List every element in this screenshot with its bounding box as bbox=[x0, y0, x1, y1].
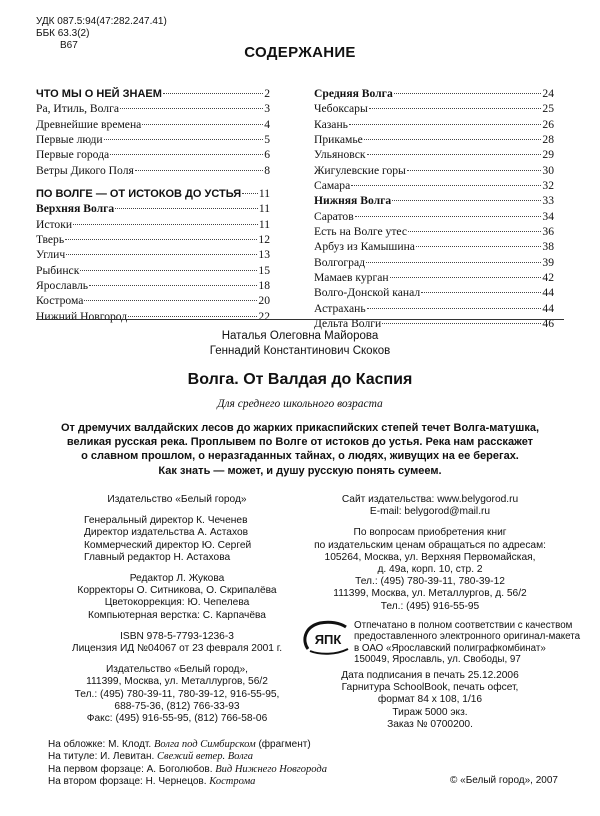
license: Лицензия ИД №04067 от 23 февраля 2001 г. bbox=[71, 643, 283, 655]
toc-right-column bbox=[314, 86, 554, 332]
publisher-name: Издательство «Белый город» bbox=[107, 494, 247, 505]
toc-entry-page: 18 bbox=[258, 279, 270, 293]
toc-leader bbox=[135, 170, 263, 171]
toc-entry-title: Истоки bbox=[36, 217, 73, 231]
book-title: Волга. От Валдая до Каспия bbox=[187, 371, 413, 388]
toc-entry-title: Тверь bbox=[36, 233, 65, 247]
author-2: Геннадий Константинович Скоков bbox=[209, 345, 391, 357]
toc-entry bbox=[36, 86, 270, 101]
toc-entry bbox=[314, 86, 554, 101]
annotation-line: великая русская река. Проплывем по Волге от истоков до устья. Река нам расскажет bbox=[66, 436, 534, 449]
printing-info bbox=[354, 620, 581, 666]
toc-leader bbox=[163, 93, 263, 94]
orders-line: По вопросам приобретения книг bbox=[353, 527, 507, 539]
annotation bbox=[60, 421, 540, 478]
toc-entry bbox=[314, 101, 554, 116]
address-line: Тел.: (495) 780-39-11, 780-39-12, 916-55-95, bbox=[74, 688, 280, 700]
toc-leader bbox=[367, 154, 542, 155]
toc-entry bbox=[36, 132, 270, 147]
page-title: СОДЕРЖАНИЕ bbox=[244, 44, 356, 61]
address-line: Факс: (495) 916-55-95, (812) 766-58-06 bbox=[86, 713, 268, 725]
tech-info bbox=[320, 670, 540, 731]
toc-entry-title: Ветры Дикого Поля bbox=[36, 163, 134, 177]
credit-line: На первом форзаце: А. Боголюбов. Вид Нижнего Новгорода bbox=[48, 763, 327, 775]
toc-entry-title: Волго-Донской канал bbox=[314, 286, 421, 300]
imprint-left bbox=[70, 494, 284, 725]
toc-entry-title: Древнейшие времена bbox=[36, 117, 142, 131]
toc-entry-page: 25 bbox=[542, 102, 554, 116]
toc-leader bbox=[80, 270, 257, 271]
toc-entry-title: Нижний Новгород bbox=[36, 309, 128, 323]
toc-entry bbox=[36, 186, 270, 201]
toc-entry-title: Арбуз из Камышина bbox=[314, 240, 415, 254]
toc-leader bbox=[65, 239, 257, 240]
annotation-line: Как знать — может, и душу русскую понять сумеем. bbox=[158, 464, 442, 477]
toc-entry bbox=[314, 209, 554, 224]
toc-entry-page: 15 bbox=[258, 263, 270, 277]
toc-entry bbox=[314, 285, 554, 300]
credit-work: Свежий ветер. Волга bbox=[157, 751, 254, 763]
toc-entry-page: 33 bbox=[542, 194, 554, 208]
staff-line: Коммерческий директор Ю. Сергей bbox=[84, 539, 252, 551]
toc-entry-page: 46 bbox=[542, 317, 554, 331]
toc-leader bbox=[84, 300, 257, 301]
orders-line: 105264, Москва, ул. Верхняя Первомайская, bbox=[324, 551, 536, 563]
toc-leader bbox=[110, 154, 263, 155]
toc-entry-title: Чебоксары bbox=[314, 102, 368, 116]
toc-entry bbox=[314, 117, 554, 132]
toc-entry-page: 22 bbox=[258, 309, 270, 323]
copyright: © «Белый город», 2007 bbox=[450, 775, 558, 786]
orders-line: д. 49а, корп. 10, стр. 2 bbox=[377, 564, 483, 576]
toc-entry-page: 11 bbox=[258, 217, 270, 231]
toc-entry-title: Мамаев курган bbox=[314, 271, 389, 285]
orders-line: 111399, Москва, ул. Металлургов, д. 56/2 bbox=[333, 588, 527, 600]
toc-leader bbox=[115, 208, 258, 209]
toc-entry-page: 8 bbox=[264, 163, 270, 177]
toc-entry bbox=[36, 232, 270, 247]
staff-line: Директор издательства А. Астахов bbox=[84, 527, 249, 539]
toc-entry bbox=[36, 263, 270, 278]
toc-leader bbox=[349, 124, 541, 125]
toc-entry-page: 26 bbox=[542, 117, 554, 131]
orders-line: по издательским ценам обращаться по адресам: bbox=[314, 539, 546, 551]
toc-entry-title: Прикамье bbox=[314, 133, 363, 147]
toc-entry-title: Ульяновск bbox=[314, 148, 366, 162]
credit-work: Волга под Симбирском bbox=[153, 739, 256, 750]
toc-entry-page: 42 bbox=[542, 271, 554, 285]
toc-leader bbox=[416, 246, 541, 247]
toc-entry-title: Саратов bbox=[314, 209, 354, 223]
toc-entry-page: 13 bbox=[258, 248, 270, 262]
toc-entry-title: Есть на Волге утес bbox=[314, 225, 407, 239]
toc-entry-page: 12 bbox=[258, 233, 270, 247]
toc-entry bbox=[314, 301, 554, 316]
credit-line: На обложке: М. Клодт. Волга под Симбирском (фрагмент) bbox=[48, 739, 311, 750]
tech-line: формат 84 x 108, 1/16 bbox=[377, 694, 483, 706]
toc-entry bbox=[36, 101, 270, 116]
editor-line: Компьютерная верстка: С. Карпачёва bbox=[88, 609, 266, 621]
publisher-site: Сайт издательства: www.belygorod.ru bbox=[341, 494, 519, 505]
toc-entry bbox=[314, 178, 554, 193]
imprint-right bbox=[308, 494, 552, 613]
credit-work: Кострома bbox=[209, 775, 256, 787]
toc-entry bbox=[36, 201, 270, 216]
toc-leader bbox=[421, 292, 541, 293]
tech-line: Тираж 5000 экз. bbox=[392, 706, 468, 718]
toc-entry-title: Казань bbox=[314, 117, 348, 131]
udk-code: УДК 087.5:94(47:282.247.41) bbox=[36, 16, 167, 27]
toc-leader bbox=[73, 224, 258, 225]
toc-entry-page: 20 bbox=[258, 294, 270, 308]
toc-leader bbox=[66, 254, 257, 255]
toc-leader bbox=[394, 93, 542, 94]
toc-entry bbox=[36, 163, 270, 178]
toc-entry bbox=[314, 270, 554, 285]
toc-entry-title: Дельта Волги bbox=[314, 317, 382, 331]
toc-leader bbox=[104, 139, 264, 140]
toc-entry bbox=[314, 193, 554, 208]
toc-entry bbox=[36, 293, 270, 308]
toc-leader bbox=[355, 216, 542, 217]
toc-entry-title: Углич bbox=[36, 248, 66, 262]
printer-logo bbox=[300, 619, 352, 659]
author-1: Наталья Олеговна Майорова bbox=[221, 330, 379, 342]
toc-entry-page: 3 bbox=[264, 102, 270, 116]
toc-leader bbox=[364, 139, 542, 140]
toc-entry-page: 29 bbox=[542, 148, 554, 162]
address-line: 688-75-36, (812) 766-33-93 bbox=[114, 700, 240, 712]
printing-line: Отпечатано в полном соответствии с качеством bbox=[354, 620, 573, 631]
toc-entry-page: 44 bbox=[542, 301, 554, 315]
toc-entry-title: Первые города bbox=[36, 148, 110, 162]
toc-entry-page: 32 bbox=[542, 179, 554, 193]
toc-entry-page: 44 bbox=[542, 286, 554, 300]
toc-leader bbox=[408, 231, 541, 232]
toc-entry bbox=[314, 132, 554, 147]
toc-entry-title: Рыбинск bbox=[36, 263, 80, 277]
toc-entry-title: Жигулевские горы bbox=[314, 163, 406, 177]
editor-line: Редактор Л. Жукова bbox=[129, 573, 225, 585]
bbk-code: ББК 63.3(2) bbox=[36, 28, 90, 39]
printing-line: 150049, Ярославль, ул. Свободы, 97 bbox=[354, 654, 521, 666]
editor-line: Цветокоррекция: Ю. Чепелева bbox=[104, 597, 250, 609]
toc-leader bbox=[128, 316, 257, 317]
credit-line: На титуле: И. Левитан. Свежий ветер. Волга bbox=[48, 751, 254, 763]
toc-entry-page: 36 bbox=[542, 225, 554, 239]
toc-leader bbox=[242, 193, 258, 194]
toc-entry bbox=[36, 217, 270, 232]
toc-entry bbox=[36, 147, 270, 162]
orders-line: Тел.: (495) 780-39-11, 780-39-12 bbox=[355, 576, 505, 588]
editor-line: Корректоры О. Ситникова, О. Скрипалёва bbox=[77, 585, 277, 597]
age-note: Для среднего школьного возраста bbox=[217, 398, 383, 410]
orders-line: Тел.: (495) 916-55-95 bbox=[380, 600, 480, 612]
toc-entry-title: Волгоград bbox=[314, 255, 366, 269]
toc-entry-page: 39 bbox=[542, 255, 554, 269]
toc-entry-title: Самара bbox=[314, 179, 351, 193]
toc-entry-title: Кострома bbox=[36, 294, 84, 308]
isbn: ISBN 978-5-7793-1236-3 bbox=[120, 630, 234, 642]
staff-line: Генеральный директор К. Чеченев bbox=[84, 515, 248, 527]
toc-entry bbox=[314, 239, 554, 254]
tech-line: Гарнитура SchoolBook, печать офсет, bbox=[341, 682, 519, 694]
toc-leader bbox=[142, 124, 263, 125]
toc-entry bbox=[36, 278, 270, 293]
toc-entry-title: Ра, Итиль, Волга bbox=[36, 102, 119, 116]
credit-work: Вид Нижнего Новгорода bbox=[215, 763, 327, 775]
toc-leader bbox=[366, 262, 541, 263]
toc-entry bbox=[314, 255, 554, 270]
toc-entry-title: Первые люди bbox=[36, 133, 103, 147]
toc-leader bbox=[89, 285, 257, 286]
toc-entry-title: Средняя Волга bbox=[314, 87, 393, 100]
toc-entry bbox=[314, 147, 554, 162]
toc-entry-page: 5 bbox=[264, 133, 270, 147]
toc-entry-page: 2 bbox=[264, 87, 270, 100]
toc-entry-page: 11 bbox=[258, 187, 270, 201]
toc-entry-title: Астрахань bbox=[314, 301, 366, 315]
toc-left-column bbox=[36, 86, 270, 324]
toc-leader bbox=[390, 277, 542, 278]
divider bbox=[36, 319, 564, 320]
toc-leader bbox=[367, 308, 542, 309]
toc-entry-title: Верхняя Волга bbox=[36, 202, 115, 216]
toc-entry-title: Нижняя Волга bbox=[314, 194, 392, 208]
annotation-line: От дремучих валдайских лесов до жарких прикаспийских степей течет Волга-матушка, bbox=[61, 422, 539, 434]
toc-entry bbox=[36, 117, 270, 132]
toc-entry-page: 6 bbox=[264, 148, 270, 162]
toc-leader bbox=[407, 170, 542, 171]
toc-gap bbox=[36, 178, 270, 186]
toc-entry-page: 24 bbox=[542, 87, 554, 100]
toc-entry bbox=[36, 247, 270, 262]
staff-line: Главный редактор Н. Астахова bbox=[84, 551, 231, 563]
printing-line: предоставленного электронного оригинал-макета bbox=[354, 631, 581, 643]
toc-leader bbox=[382, 323, 541, 324]
toc-entry-title: ПО ВОЛГЕ — ОТ ИСТОКОВ ДО УСТЬЯ bbox=[36, 188, 242, 201]
toc-entry-title: ЧТО МЫ О НЕЙ ЗНАЕМ bbox=[36, 88, 162, 100]
author-mark: В67 bbox=[60, 40, 78, 51]
toc-entry-page: 28 bbox=[542, 133, 554, 147]
illustration-credits bbox=[48, 739, 327, 788]
toc-entry bbox=[314, 224, 554, 239]
toc-leader bbox=[392, 200, 541, 201]
printer-logo-text: ЯПК bbox=[314, 632, 342, 647]
address-line: 111399, Москва, ул. Металлургов, 56/2 bbox=[86, 676, 268, 688]
toc-entry-page: 30 bbox=[542, 163, 554, 177]
toc-leader bbox=[369, 108, 542, 109]
toc-entry bbox=[314, 163, 554, 178]
toc-leader bbox=[351, 185, 541, 186]
toc-entry-page: 34 bbox=[542, 209, 554, 223]
tech-line: Заказ № 0700200. bbox=[387, 718, 473, 730]
address-line: Издательство «Белый город», bbox=[105, 664, 248, 676]
toc-leader bbox=[120, 108, 263, 109]
toc-entry-page: 4 bbox=[264, 117, 270, 131]
annotation-line: о славном прошлом, о неразгаданных тайнах, о людях, живущих на ее берегах. bbox=[81, 450, 519, 463]
printing-line: в ОАО «Ярославский полиграфкомбинат» bbox=[354, 642, 546, 654]
toc-entry-title: Ярославль bbox=[36, 279, 89, 293]
toc-entry bbox=[36, 309, 270, 324]
toc-entry-page: 38 bbox=[542, 240, 554, 254]
tech-line: Дата подписания в печать 25.12.2006 bbox=[341, 670, 519, 681]
credit-line: На втором форзаце: Н. Чернецов. Кострома bbox=[48, 775, 256, 787]
toc-entry-page: 11 bbox=[258, 202, 270, 216]
publisher-email: E-mail: belygorod@mail.ru bbox=[369, 506, 491, 518]
